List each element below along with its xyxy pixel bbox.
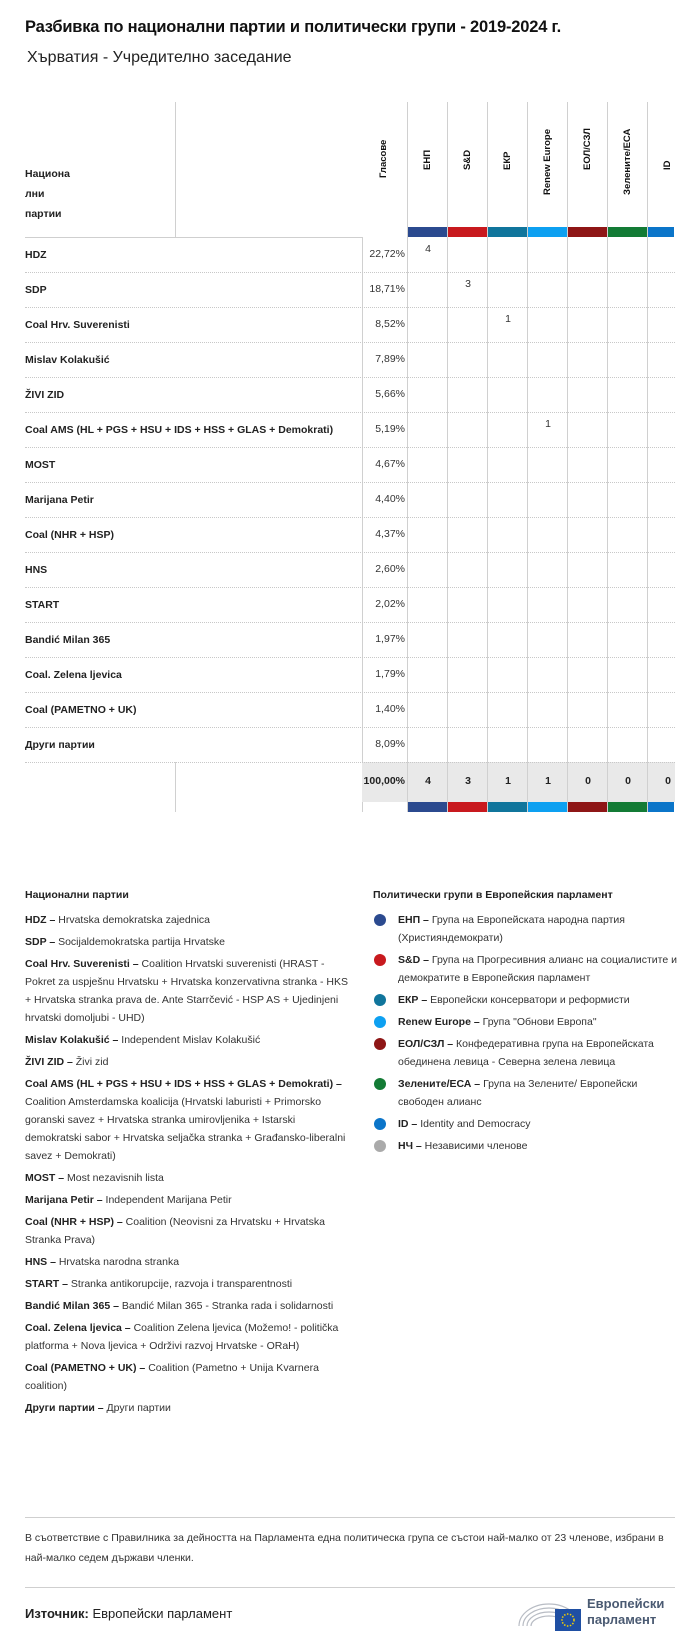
group-header-6: ID bbox=[662, 160, 673, 170]
group-legend-item bbox=[398, 951, 678, 987]
legend-abbr: Mislav Kolakušić – bbox=[25, 1034, 122, 1046]
header-divider bbox=[175, 102, 176, 237]
party-legend-item bbox=[25, 1319, 353, 1355]
group-header-0: ЕНП bbox=[422, 149, 433, 170]
group-column-line bbox=[607, 102, 608, 812]
vote-share: 1,79% bbox=[375, 668, 405, 680]
vote-share: 1,40% bbox=[375, 703, 405, 715]
seat-count: 1 bbox=[505, 313, 511, 325]
legend-desc: Други партии bbox=[106, 1402, 171, 1414]
legend-desc: Coalition Hrvatski suverenisti (HRAST - Pokret za uspješnu Hrvatsku + Hrvatska konzervativna stranka - HKS + Hrvatska stranka prava de. Ante Starrčević - HSP AS + Ujedinjeni hrvatski domoljubi - UHD) bbox=[25, 958, 349, 1024]
group-color-bar bbox=[448, 227, 487, 237]
party-legend-item bbox=[25, 1191, 353, 1209]
legend-desc: Independent Marijana Petir bbox=[105, 1194, 232, 1206]
party-legend-item bbox=[25, 1297, 353, 1315]
total-color-bar bbox=[528, 802, 567, 812]
total-color-bar bbox=[608, 802, 647, 812]
group-column-line bbox=[647, 102, 648, 812]
legend-desc: Европейски консерватори и реформисти bbox=[430, 994, 630, 1006]
legend-desc: Група на Европейската народна партия (Християндемократи) bbox=[398, 914, 625, 944]
vote-share: 2,60% bbox=[375, 563, 405, 575]
party-name: Mislav Kolakušić bbox=[25, 353, 110, 366]
row-header-label-2: лни bbox=[25, 188, 45, 200]
party-name: Coal (NHR + HSP) bbox=[25, 528, 114, 541]
vote-share: 4,40% bbox=[375, 493, 405, 505]
legend-abbr: START – bbox=[25, 1278, 71, 1290]
legend-abbr: Coal. Zelena ljevica – bbox=[25, 1322, 134, 1334]
party-legend-item bbox=[25, 1359, 353, 1395]
total-seats: 3 bbox=[465, 775, 471, 787]
legend-abbr: S&D – bbox=[398, 954, 432, 966]
legend-abbr: ID – bbox=[398, 1118, 421, 1130]
legend-desc: Živi zid bbox=[75, 1056, 109, 1068]
vote-share: 2,02% bbox=[375, 598, 405, 610]
group-column-line bbox=[527, 102, 528, 812]
legend-desc: Bandić Milan 365 - Stranka rada i solidarnosti bbox=[121, 1300, 334, 1312]
group-color-bar bbox=[648, 227, 674, 237]
party-legend-item bbox=[25, 933, 353, 951]
footer-note: В съответствие с Правилника за дейността на Парламента една политическа група се състои най-малко от 23 членове, избрани в най-малко седем държави членки. bbox=[25, 1532, 664, 1564]
legend-desc: Група на Прогресивния алианс на социалистите и демократите в Европейския парламент bbox=[398, 954, 677, 984]
total-votes: 100,00% bbox=[363, 775, 405, 787]
group-header-3: Renew Europe bbox=[542, 129, 553, 195]
legend-abbr: Други партии – bbox=[25, 1402, 107, 1414]
legend-desc: Socijaldemokratska partija Hrvatske bbox=[58, 936, 225, 948]
party-name: Marijana Petir bbox=[25, 493, 94, 506]
party-name: Coal AMS (HL + PGS + HSU + IDS + HSS + GLAS + Demokrati) bbox=[25, 423, 334, 436]
party-legend-title: Национални партии bbox=[25, 889, 129, 901]
footer-divider bbox=[25, 1517, 675, 1518]
legend-desc: Група "Обнови Европа" bbox=[482, 1016, 597, 1028]
group-header-2: ЕКР bbox=[502, 151, 513, 170]
group-color-dot-icon bbox=[374, 994, 386, 1006]
total-seats: 1 bbox=[505, 775, 511, 787]
group-column-line bbox=[567, 102, 568, 812]
vote-share: 5,19% bbox=[375, 423, 405, 435]
total-color-bar bbox=[648, 802, 674, 812]
legend-desc: Hrvatska demokratska zajednica bbox=[58, 914, 210, 926]
group-color-bar bbox=[528, 227, 567, 237]
legend-desc: Coalition Amsterdamska koalicija (Hrvatski laburisti + Primorsko goranski savez + Hrvatska stranka umirovljenika + Istarski demokratski sabor + Hrvatska seljačka stranka + Građansko-liberalni savez + Demokrati) bbox=[25, 1096, 346, 1162]
legend-desc: Stranka antikorupcije, razvoja i transparentnosti bbox=[70, 1278, 293, 1290]
party-legend-item bbox=[25, 1053, 353, 1071]
total-divider bbox=[175, 762, 176, 812]
row-header-label-3: партии bbox=[25, 208, 62, 220]
group-color-dot-icon bbox=[374, 1140, 386, 1152]
footer-divider bbox=[25, 1587, 675, 1588]
party-name: START bbox=[25, 598, 60, 611]
party-name: Други партии bbox=[25, 738, 95, 751]
group-color-dot-icon bbox=[374, 1016, 386, 1028]
vote-share: 5,66% bbox=[375, 388, 405, 400]
group-color-dot-icon bbox=[374, 1078, 386, 1090]
group-header-4: ЕОЛ/СЗЛ bbox=[582, 128, 593, 170]
group-color-dot-icon bbox=[374, 1118, 386, 1130]
legend-abbr: НЧ – bbox=[398, 1140, 425, 1152]
legend-abbr: ЕОЛ/СЗЛ – bbox=[398, 1038, 456, 1050]
group-column-line bbox=[447, 102, 448, 812]
total-seats: 0 bbox=[625, 775, 631, 787]
group-color-dot-icon bbox=[374, 954, 386, 966]
legend-desc: Конфедеративна група на Европейската обединена левица - Северна зелена левица bbox=[398, 1038, 654, 1068]
ep-logo bbox=[515, 1596, 675, 1632]
total-color-bar bbox=[488, 802, 527, 812]
logo-line-1: Европейски bbox=[587, 1596, 665, 1611]
group-color-bar bbox=[608, 227, 647, 237]
legend-abbr: Renew Europe – bbox=[398, 1016, 483, 1028]
vote-share: 4,37% bbox=[375, 528, 405, 540]
logo-line-2: парламент bbox=[587, 1612, 657, 1627]
group-color-bar bbox=[568, 227, 607, 237]
vote-share: 4,67% bbox=[375, 458, 405, 470]
legend-desc: Most nezavisnih lista bbox=[67, 1172, 164, 1184]
group-header-5: Зелените/ЕСА bbox=[622, 128, 633, 195]
total-color-bar bbox=[448, 802, 487, 812]
seat-count: 3 bbox=[465, 278, 471, 290]
group-legend-item bbox=[398, 1075, 678, 1111]
vote-share: 18,71% bbox=[369, 283, 405, 295]
legend-abbr: ЕНП – bbox=[398, 914, 432, 926]
group-column-line bbox=[407, 102, 408, 812]
row-separator bbox=[25, 762, 675, 763]
legend-abbr: HNS – bbox=[25, 1256, 59, 1268]
vote-share: 8,52% bbox=[375, 318, 405, 330]
group-legend-item bbox=[398, 1013, 678, 1031]
source-value: Европейски парламент bbox=[92, 1606, 233, 1621]
group-legend-item bbox=[398, 1035, 678, 1071]
row-header-label-1: Национа bbox=[25, 168, 70, 180]
party-name: HDZ bbox=[25, 248, 47, 261]
source-label: Източник: bbox=[25, 1606, 89, 1621]
legend-abbr: Coal Hrv. Suverenisti – bbox=[25, 958, 142, 970]
legend-abbr: ЕКР – bbox=[398, 994, 431, 1006]
legend-desc: Identity and Democracy bbox=[420, 1118, 531, 1130]
party-name: MOST bbox=[25, 458, 56, 471]
group-legend-title: Политически групи в Европейския парламент bbox=[373, 889, 613, 901]
party-name: Coal (PAMETNO + UK) bbox=[25, 703, 137, 716]
group-column-line bbox=[487, 102, 488, 812]
hemicycle-icon bbox=[515, 1596, 585, 1632]
party-legend-item bbox=[25, 1253, 353, 1271]
party-name: SDP bbox=[25, 283, 47, 296]
legend-abbr: MOST – bbox=[25, 1172, 68, 1184]
vote-share: 1,97% bbox=[375, 633, 405, 645]
legend-desc: Coalition Zelena ljevica (Možemo! - politička platforma + Nova ljevica + Održivi razvoj Hrvatske - ORaH) bbox=[25, 1322, 339, 1352]
legend-abbr: Coal (PAMETNO + UK) – bbox=[25, 1362, 149, 1374]
group-color-dot-icon bbox=[374, 914, 386, 926]
legend-desc: Hrvatska narodna stranka bbox=[58, 1256, 180, 1268]
total-seats: 0 bbox=[665, 775, 671, 787]
seat-count: 4 bbox=[425, 243, 431, 255]
party-legend-item bbox=[25, 911, 353, 929]
seat-count: 1 bbox=[545, 418, 551, 430]
party-name: HNS bbox=[25, 563, 48, 576]
group-color-dot-icon bbox=[374, 1038, 386, 1050]
group-legend-item bbox=[398, 1137, 678, 1155]
total-seats: 1 bbox=[545, 775, 551, 787]
group-color-bar bbox=[408, 227, 447, 237]
group-color-bar bbox=[488, 227, 527, 237]
legend-desc: Coalition (Neovisni za Hrvatsku + Hrvatska Stranka Prava) bbox=[25, 1216, 325, 1246]
party-legend-item bbox=[25, 1399, 353, 1417]
legend-desc: Independent Mislav Kolakušić bbox=[121, 1034, 261, 1046]
legend-abbr: ŽIVI ZID – bbox=[25, 1056, 76, 1068]
group-legend-item bbox=[398, 1115, 678, 1133]
party-legend-item bbox=[25, 1169, 353, 1187]
page-title: Разбивка по национални партии и политически групи - 2019-2024 г. bbox=[25, 18, 561, 36]
party-legend-item bbox=[25, 1031, 353, 1049]
vote-share: 7,89% bbox=[375, 353, 405, 365]
legend-abbr: Coal (NHR + HSP) – bbox=[25, 1216, 126, 1228]
total-seats: 4 bbox=[425, 775, 431, 787]
party-legend-item bbox=[25, 955, 353, 1027]
source bbox=[25, 1606, 232, 1621]
total-seats: 0 bbox=[585, 775, 591, 787]
total-color-bar bbox=[408, 802, 447, 812]
party-legend-item bbox=[25, 1213, 353, 1249]
page-subtitle: Хърватия - Учредително заседание bbox=[27, 49, 292, 66]
party-name: Coal. Zelena ljevica bbox=[25, 668, 122, 681]
legend-abbr: SDP – bbox=[25, 936, 59, 948]
legend-abbr: Зелените/ЕСА – bbox=[398, 1078, 484, 1090]
party-name: ŽIVI ZID bbox=[25, 388, 65, 401]
vote-share: 8,09% bbox=[375, 738, 405, 750]
legend-abbr: Coal AMS (HL + PGS + HSU + IDS + HSS + GLAS + Demokrati) – bbox=[25, 1078, 342, 1090]
group-header-1: S&D bbox=[462, 149, 473, 170]
legend-abbr: Marijana Petir – bbox=[25, 1194, 106, 1206]
legend-abbr: Bandić Milan 365 – bbox=[25, 1300, 122, 1312]
votes-column-header: Гласове bbox=[378, 139, 389, 178]
party-name: Bandić Milan 365 bbox=[25, 633, 111, 646]
legend-desc: Група на Зелените/ Европейски свободен алианс bbox=[398, 1078, 638, 1108]
group-legend-item bbox=[398, 911, 678, 947]
party-legend-item bbox=[25, 1075, 353, 1165]
legend-desc: Coalition (Pametno + Unija Kvarnera coalition) bbox=[25, 1362, 319, 1392]
party-legend-item bbox=[25, 1275, 353, 1293]
group-legend-item bbox=[398, 991, 678, 1009]
party-name: Coal Hrv. Suverenisti bbox=[25, 318, 130, 331]
vote-share: 22,72% bbox=[369, 248, 405, 260]
legend-abbr: HDZ – bbox=[25, 914, 59, 926]
legend-desc: Независими членове bbox=[424, 1140, 528, 1152]
total-color-bar bbox=[568, 802, 607, 812]
